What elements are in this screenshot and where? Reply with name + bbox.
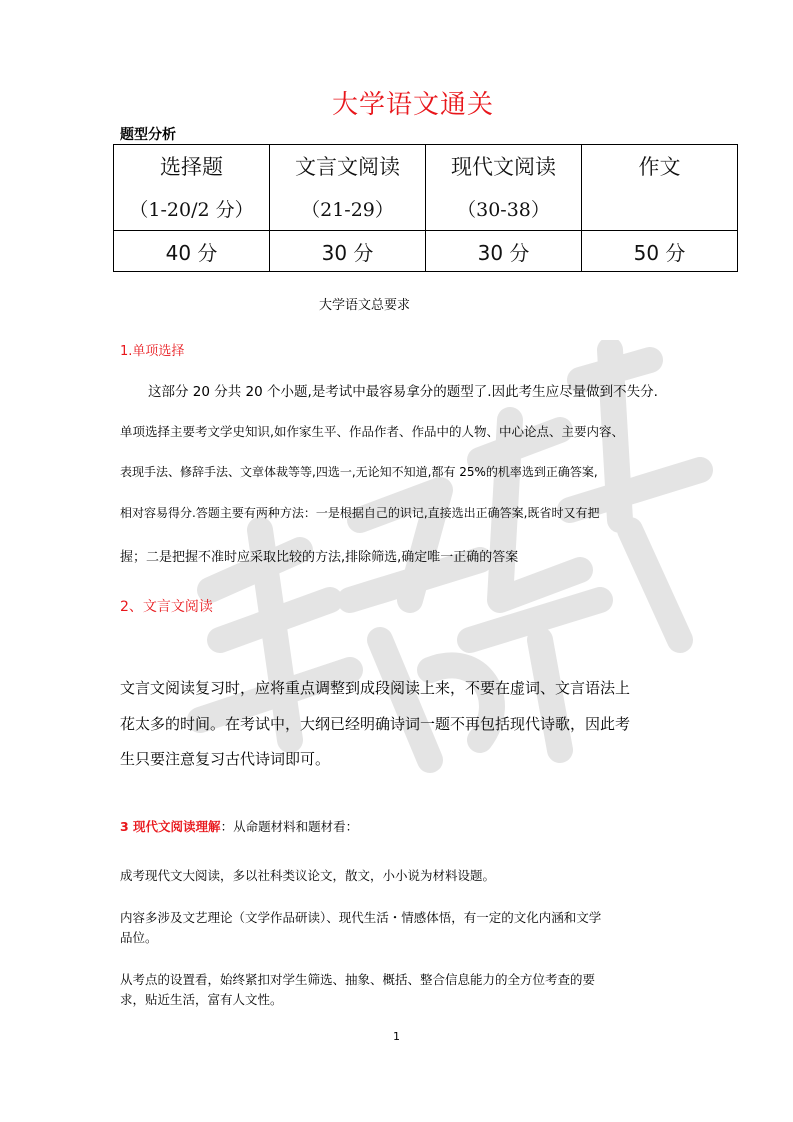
section3-heading-suffix: ：从命题材料和题材看：	[220, 819, 359, 834]
question-range: （30-38）	[457, 199, 550, 221]
question-type-name: 作文	[638, 155, 681, 179]
section3-line: 成考现代文大阅读，多以社科类议论文，散文，小小说为材料设题。	[120, 868, 496, 883]
section2-line: 花太多的时间。在考试中，大纲已经明确诗词一题不再包括现代诗歌，因此考	[120, 715, 631, 733]
section1-line: 握；二是把握不准时应采取比较的方法,排除筛选,确定唯一正确的答案	[120, 550, 519, 565]
section2-line: 文言文阅读复习时，应将重点调整到成段阅读上来，不要在虚词、文言语法上	[120, 679, 631, 697]
score-value: 40 分	[165, 240, 218, 265]
score-table	[113, 144, 738, 272]
overview-heading: 大学语文总要求	[318, 298, 410, 313]
table-cell-score	[114, 231, 270, 272]
table-cell-type	[270, 145, 426, 231]
table-cell-score	[582, 231, 738, 272]
page-title: 大学语文通关	[331, 90, 494, 120]
section3-line: 内容多涉及文艺理论（文学作品研读）、现代生活・情感体悟，有一定的文化内涵和文学	[120, 910, 602, 925]
question-type-name: 现代文阅读	[451, 155, 556, 179]
table-caption: 题型分析	[120, 127, 176, 143]
section1-heading: 1.单项选择	[120, 344, 185, 359]
section1-line: 相对容易得分.答题主要有两种方法：一是根据自己的识记,直接选出正确答案,既省时又有把	[120, 506, 600, 520]
question-range: （1-20/2 分）	[129, 199, 254, 221]
page-number: 1	[393, 1030, 400, 1043]
section3-heading-row	[120, 817, 358, 835]
section2-heading: 2、文言文阅读	[120, 599, 213, 615]
table-cell-score	[270, 231, 426, 272]
section3-line: 从考点的设置看，始终紧扣对学生筛选、抽象、概括、整合信息能力的全方位考查的要	[120, 972, 596, 987]
score-value: 30 分	[321, 240, 374, 265]
section2-line: 生只要注意复习古代诗词即可。	[120, 750, 331, 768]
table-cell-type	[582, 145, 738, 231]
table-cell-type	[114, 145, 270, 231]
table-cell-score	[426, 231, 582, 272]
section3-line: 求，贴近生活，富有人文性。	[120, 992, 283, 1007]
table-cell-type	[426, 145, 582, 231]
section3-heading: 3 现代文阅读理解	[120, 819, 221, 834]
score-value: 50 分	[633, 240, 686, 265]
question-type-name: 选择题	[160, 155, 223, 179]
question-type-name: 文言文阅读	[295, 155, 400, 179]
section1-line: 单项选择主要考文学史知识,如作家生平、作品作者、作品中的人物、中心论点、主要内容、	[120, 424, 624, 439]
section1-line: 这部分 20 分共 20 个小题,是考试中最容易拿分的题型了.因此考生应尽量做到不失分.	[148, 384, 658, 400]
question-range: （21-29）	[301, 199, 394, 221]
score-value: 30 分	[477, 240, 530, 265]
section1-line: 表现手法、修辞手法、文章体裁等等,四选一,无论知不知道,都有 25%的机率选到正确答案,	[120, 465, 598, 479]
section3-line: 品位。	[120, 930, 158, 945]
